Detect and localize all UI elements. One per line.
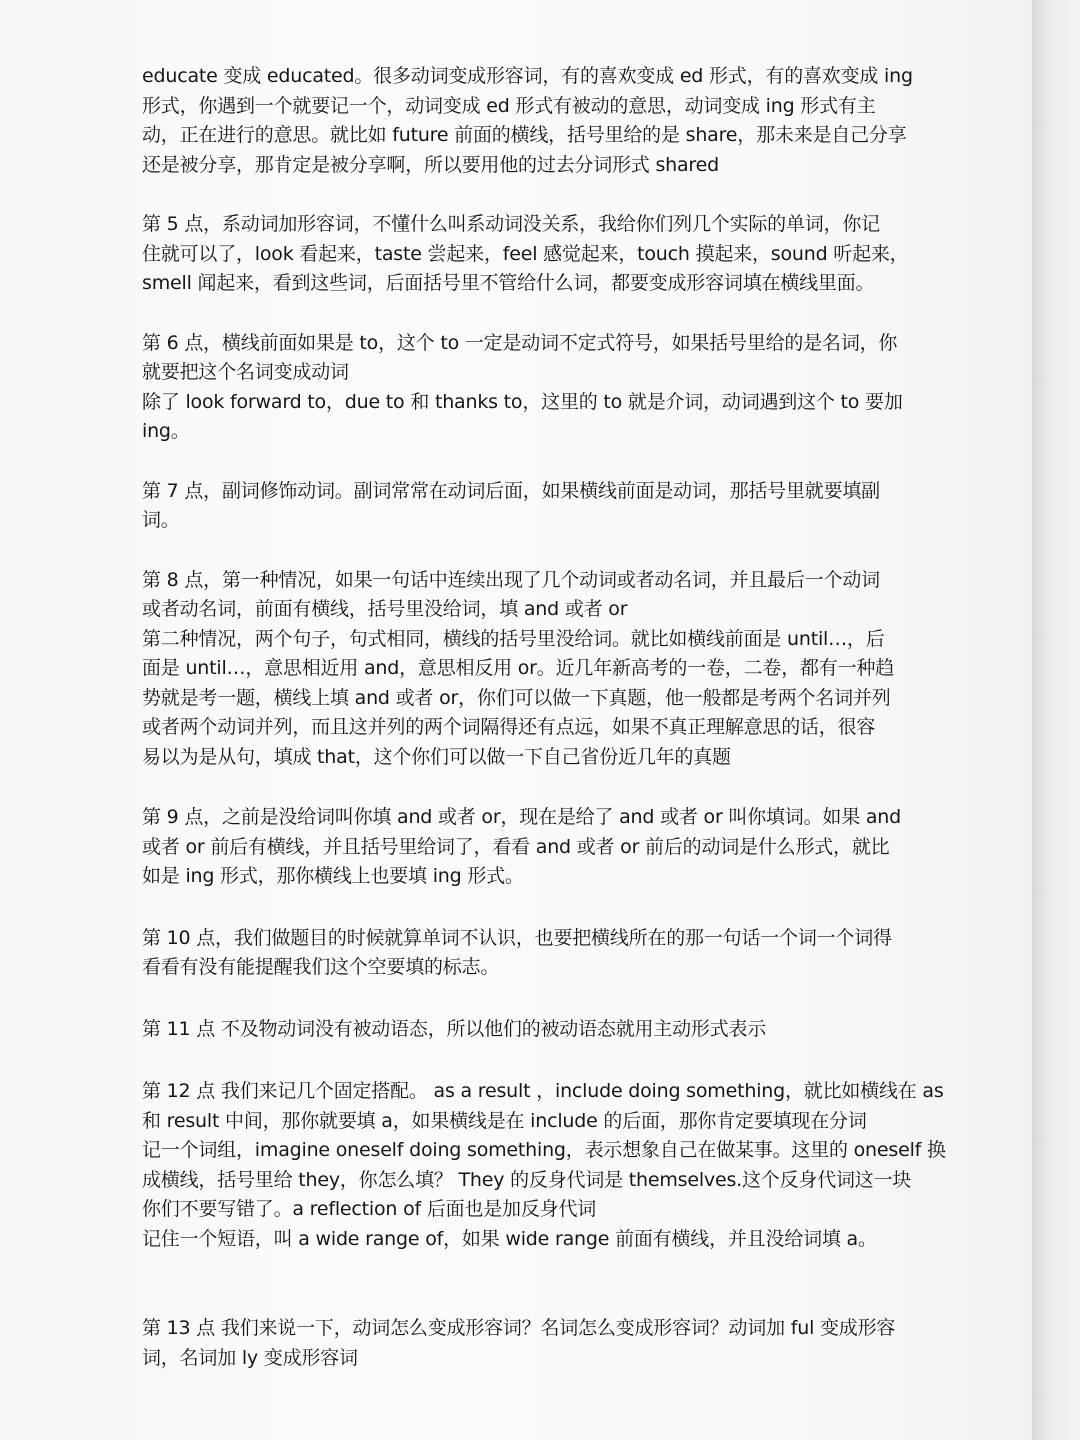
text-line: 和 result 中间，那你就要填 a，如果横线是在 include 的后面，那你肯定要填现在分词	[142, 1109, 867, 1132]
paragraph-gap	[142, 772, 972, 803]
paragraph-gap	[142, 1254, 972, 1314]
text-line: 形式，你遇到一个就要记一个，动词变成 ed 形式有被动的意思，动词变成 ing 形式有主	[142, 94, 876, 117]
text-line: 动，正在进行的意思。就比如 future 前面的横线，括号里给的是 share，那未来是自己分享	[142, 124, 907, 146]
text-line: 第 12 点 我们来记几个固定搭配。 as a result ，include doing something，就比如横线在 as	[142, 1080, 944, 1102]
text-line: ing。	[142, 420, 190, 442]
paragraph-point-13	[142, 1314, 972, 1373]
paragraph-point-9	[142, 803, 972, 892]
text-line: 易以为是从句，填成 that，这个你们可以做一下自己省份近几年的真题	[142, 745, 731, 768]
text-line: 第 13 点 我们来说一下，动词怎么变成形容词？名词怎么变成形容词？动词加 ful 变成形容	[142, 1317, 896, 1339]
text-line: 就要把这个名词变成动词	[142, 361, 349, 383]
text-line: 第 5 点，系动词加形容词，不懂什么叫系动词没关系，我给你们列几个实际的单词，你记	[142, 213, 880, 235]
text-line: educate 变成 educated。很多动词变成形容词，有的喜欢变成 ed 形式，有的喜欢变成 ing	[142, 65, 913, 87]
text-line: 第二种情况，两个句子，句式相同，横线的括号里没给词。就比如横线前面是 until…，后	[142, 627, 885, 650]
paper-edge-shadow	[1032, 0, 1080, 1440]
text-line: 第 9 点，之前是没给词叫你填 and 或者 or，现在是给了 and 或者 or 叫你填词。如果 and	[142, 806, 901, 828]
paragraph-gap	[142, 536, 972, 566]
paragraph-point-12	[142, 1077, 972, 1254]
text-line: 或者 or 前后有横线，并且括号里给词了，看看 and 或者 or 前后的动词是什么形式，就比	[142, 835, 890, 858]
text-line: 记住一个短语，叫 a wide range of，如果 wide range 前面有横线，并且没给词填 a。	[142, 1227, 877, 1250]
text-line: 如是 ing 形式，那你横线上也要填 ing 形式。	[142, 865, 524, 887]
paragraph-gap	[142, 299, 972, 329]
paragraph-gap	[142, 180, 972, 210]
text-line: 面是 until…，意思相近用 and，意思相反用 or。近几年新高考的一卷，二卷，都有一种趋	[142, 657, 894, 679]
text-line: 词。	[142, 509, 180, 531]
paragraph-gap	[142, 892, 972, 924]
text-line: 词，名词加 ly 变成形容词	[142, 1346, 358, 1369]
text-line: 看看有没有能提醒我们这个空要填的标志。	[142, 956, 500, 978]
text-line: 第 7 点，副词修饰动词。副词常常在动词后面，如果横线前面是动词，那括号里就要填副	[142, 479, 880, 502]
text-line: 记一个词组，imagine oneself doing something，表示想象自己在做某事。这里的 oneself 换	[142, 1139, 946, 1161]
paragraph-point-8	[142, 566, 972, 773]
paragraph-intro-continued	[142, 62, 972, 180]
text-line: 或者动名词，前面有横线，括号里没给词，填 and 或者 or	[142, 598, 628, 620]
paragraph-point-6	[142, 329, 972, 447]
paragraph-gap	[142, 447, 972, 477]
text-line: 除了 look forward to，due to 和 thanks to，这里的 to 就是介词，动词遇到这个 to 要加	[142, 390, 903, 413]
text-line: 还是被分享，那肯定是被分享啊，所以要用他的过去分词形式 shared	[142, 153, 719, 176]
paragraph-gap	[142, 1044, 972, 1077]
text-line: 第 8 点，第一种情况，如果一句话中连续出现了几个动词或者动名词，并且最后一个动词	[142, 568, 880, 591]
text-line: 住就可以了，look 看起来，taste 尝起来，feel 感觉起来，touch 摸起来，sound 听起来，	[142, 242, 909, 265]
paragraph-point-11	[142, 1015, 972, 1045]
paragraph-gap	[142, 983, 972, 1015]
text-line: 第 10 点，我们做题目的时候就算单词不认识，也要把横线所在的那一句话一个词一个词得	[142, 926, 892, 949]
text-line: 你们不要写错了。a reflection of 后面也是加反身代词	[142, 1198, 597, 1220]
text-line: 或者两个动词并列，而且这并列的两个词隔得还有点远，如果不真正理解意思的话，很容	[142, 716, 876, 738]
text-line: 第 6 点，横线前面如果是 to，这个 to 一定是动词不定式符号，如果括号里给的是名词，你	[142, 331, 898, 354]
paragraph-point-7	[142, 477, 972, 536]
text-line: smell 闻起来，看到这些词，后面括号里不管给什么词，都要变成形容词填在横线里面。	[142, 272, 875, 294]
paragraph-point-5	[142, 210, 972, 299]
text-line: 势就是考一题，横线上填 and 或者 or，你们可以做一下真题，他一般都是考两个名词并列	[142, 686, 891, 709]
paragraph-point-10	[142, 924, 972, 983]
text-line: 第 11 点 不及物动词没有被动语态，所以他们的被动语态就用主动形式表示	[142, 1017, 767, 1040]
text-line: 成横线，括号里给 they，你怎么填？ They 的反身代词是 themselves.这个反身代词这一块	[142, 1168, 912, 1191]
document-body	[142, 62, 972, 1373]
